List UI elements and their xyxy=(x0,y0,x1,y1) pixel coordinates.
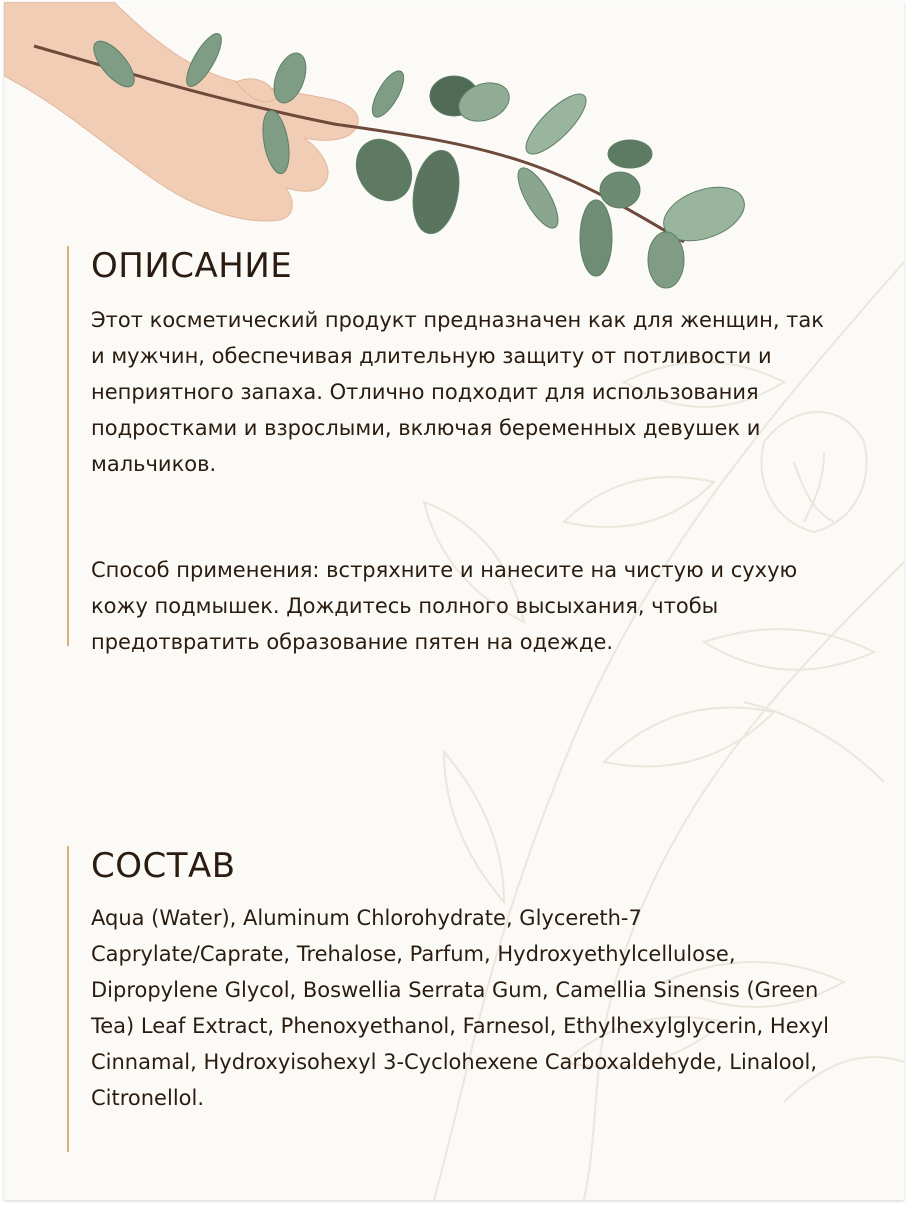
composition-heading: СОСТАВ xyxy=(91,846,236,886)
description-section xyxy=(91,246,831,660)
composition-section xyxy=(91,846,831,1116)
description-heading: ОПИСАНИЕ xyxy=(91,246,293,286)
usage-text: Способ применения: встряхните и нанесите на чистую и сухую кожу подмышек. Дождитесь полного высыхания, чтобы предотвратить образование пятен на одежде. xyxy=(91,558,798,654)
composition-accent-bar xyxy=(67,846,69,1152)
product-card xyxy=(4,2,904,1200)
composition-text: Aqua (Water), Aluminum Chlorohydrate, Glycereth-7 Caprylate/Caprate, Trehalose, Parfum, Hydroxyethylcellulose, Dipropylene Glycol, Boswellia Serrata Gum, Camellia Sinensis (Green Tea) Leaf Extract, Phenoxyethanol, Farnesol, Ethylhexylglycerin, Hexyl Cinnamal, Hydroxyisohexyl 3-Cyclohexene Carboxaldehyde, Linalool, Citronellol. xyxy=(91,906,829,1110)
description-text: Этот косметический продукт предназначен как для женщин, так и мужчин, обеспечивая длительную защиту от потливости и неприятного запаха. Отлично подходит для использования подростками и взрослыми, включая беременных девушек и мальчиков. xyxy=(91,308,824,476)
description-accent-bar xyxy=(67,246,69,646)
